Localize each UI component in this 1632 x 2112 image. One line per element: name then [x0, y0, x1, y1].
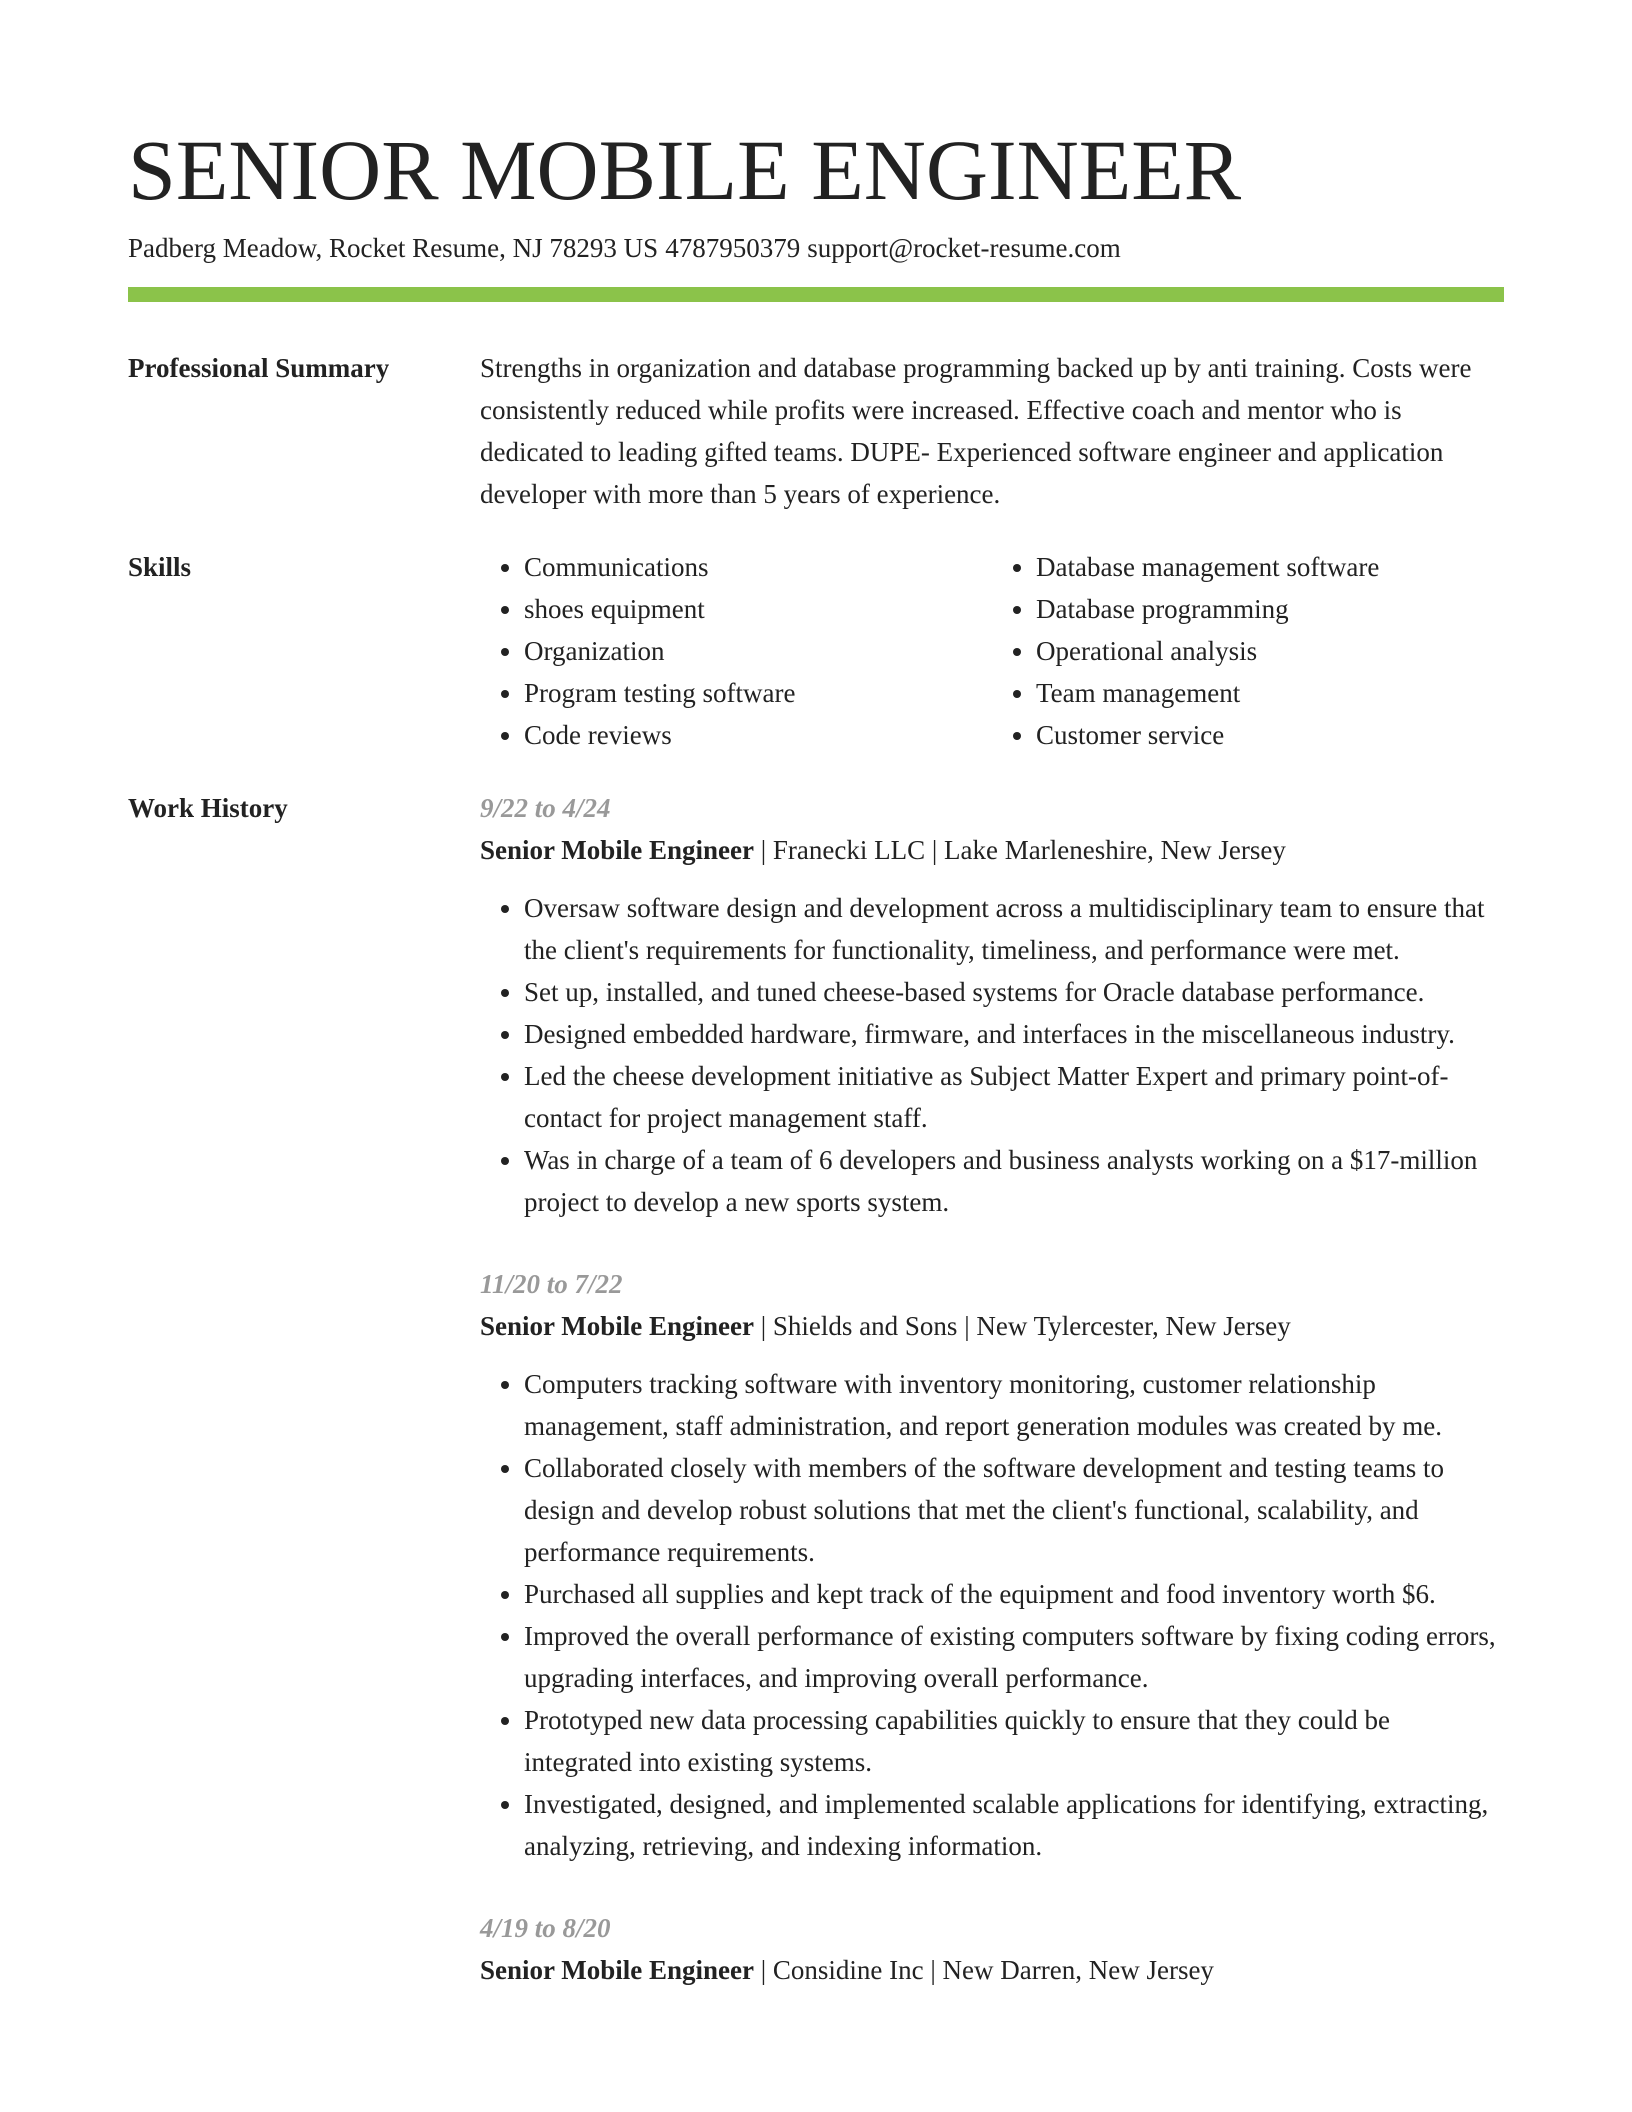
skills-column-right — [992, 546, 1504, 756]
contact-line — [128, 230, 1121, 266]
job-bullet: • Set up, installed, and tuned cheese-based systems for Oracle database performance. — [524, 971, 1504, 1013]
job-title-line — [480, 1949, 1504, 1991]
job-bullets — [480, 887, 1504, 1223]
work-history-section — [480, 787, 1504, 2031]
job-entry — [480, 1907, 1504, 1991]
contact-email: support@rocket-resume.com — [807, 233, 1121, 263]
job-title-line — [480, 1305, 1504, 1347]
skills-column-left — [480, 546, 992, 756]
job-entry — [480, 787, 1504, 1223]
job-entry — [480, 1263, 1504, 1867]
job-bullet: • Prototyped new data processing capabilities quickly to ensure that they could be integrated into existing systems. — [524, 1699, 1504, 1783]
resume-title: SENIOR MOBILE ENGINEER — [128, 122, 1242, 218]
job-separator: | — [754, 1955, 773, 1985]
job-bullet: • Purchased all supplies and kept track of the equipment and food inventory worth $6. — [524, 1573, 1504, 1615]
job-separator: | — [754, 835, 773, 865]
job-company: Shields and Sons — [772, 1311, 958, 1341]
skill-item: • Communications — [524, 546, 992, 588]
skill-item: • shoes equipment — [524, 588, 992, 630]
job-title: Senior Mobile Engineer — [480, 1311, 754, 1341]
job-location: New Darren, New Jersey — [942, 1955, 1214, 1985]
job-dates: 4/19 to 8/20 — [480, 1913, 611, 1943]
job-bullet: • Computers tracking software with inventory monitoring, customer relationship management, staff administration, and report generation modules was created by me. — [524, 1363, 1504, 1447]
header-divider — [128, 287, 1504, 302]
job-title-line — [480, 829, 1504, 871]
job-separator: | — [957, 1311, 977, 1341]
skill-item: • Code reviews — [524, 714, 992, 756]
skill-item: • Team management — [1036, 672, 1504, 714]
job-location: Lake Marleneshire, New Jersey — [944, 835, 1286, 865]
skill-item: • Operational analysis — [1036, 630, 1504, 672]
skill-item: • Database programming — [1036, 588, 1504, 630]
job-separator: | — [754, 1311, 773, 1341]
skills-heading: Skills — [128, 552, 192, 582]
job-bullet: • Collaborated closely with members of the software development and testing teams to design and develop robust solutions that met the client's functional, scalability, and performance requirements. — [524, 1447, 1504, 1573]
job-bullet: • Improved the overall performance of existing computers software by fixing coding errors, upgrading interfaces, and improving overall performance. — [524, 1615, 1504, 1699]
job-dates: 11/20 to 7/22 — [480, 1269, 623, 1299]
job-location: New Tylercester, New Jersey — [976, 1311, 1291, 1341]
job-bullet: • Designed embedded hardware, firmware, and interfaces in the miscellaneous industry. — [524, 1013, 1504, 1055]
job-company: Considine Inc — [772, 1955, 924, 1985]
job-company: Franecki LLC — [772, 835, 926, 865]
skill-item: • Customer service — [1036, 714, 1504, 756]
skills-grid — [480, 546, 1504, 756]
job-bullet: • Oversaw software design and development across a multidisciplinary team to ensure that the client's requirements for functionality, timeliness, and performance were met. — [524, 887, 1504, 971]
job-bullet: • Investigated, designed, and implemented scalable applications for identifying, extracting, analyzing, retrieving, and indexing information. — [524, 1783, 1504, 1867]
job-title: Senior Mobile Engineer — [480, 1955, 754, 1985]
job-title: Senior Mobile Engineer — [480, 835, 754, 865]
summary-text: Strengths in organization and database programming backed up by anti training. Costs were consistently reduced while profits were increased. Effective coach and mentor who is dedicated to leading gifted teams. DUPE- Experienced software engineer and application developer with more than 5 years of experience. — [480, 353, 1472, 509]
summary-heading: Professional Summary — [128, 353, 390, 383]
skill-item: • Database management software — [1036, 546, 1504, 588]
job-bullet: • Was in charge of a team of 6 developers and business analysts working on a $17-million project to develop a new sports system. — [524, 1139, 1504, 1223]
contact-address: Padberg Meadow, Rocket Resume, NJ 78293 US — [128, 233, 659, 263]
skill-item: • Program testing software — [524, 672, 992, 714]
job-separator: | — [923, 1955, 943, 1985]
skill-item: • Organization — [524, 630, 992, 672]
job-separator: | — [925, 835, 945, 865]
skills-section — [480, 546, 1504, 756]
job-bullets — [480, 1363, 1504, 1867]
job-dates: 9/22 to 4/24 — [480, 793, 611, 823]
summary-section — [480, 347, 1504, 515]
job-bullet: • Led the cheese development initiative as Subject Matter Expert and primary point-of-contact for project management staff. — [524, 1055, 1504, 1139]
contact-phone: 4787950379 — [665, 233, 801, 263]
work-history-heading: Work History — [128, 793, 288, 823]
